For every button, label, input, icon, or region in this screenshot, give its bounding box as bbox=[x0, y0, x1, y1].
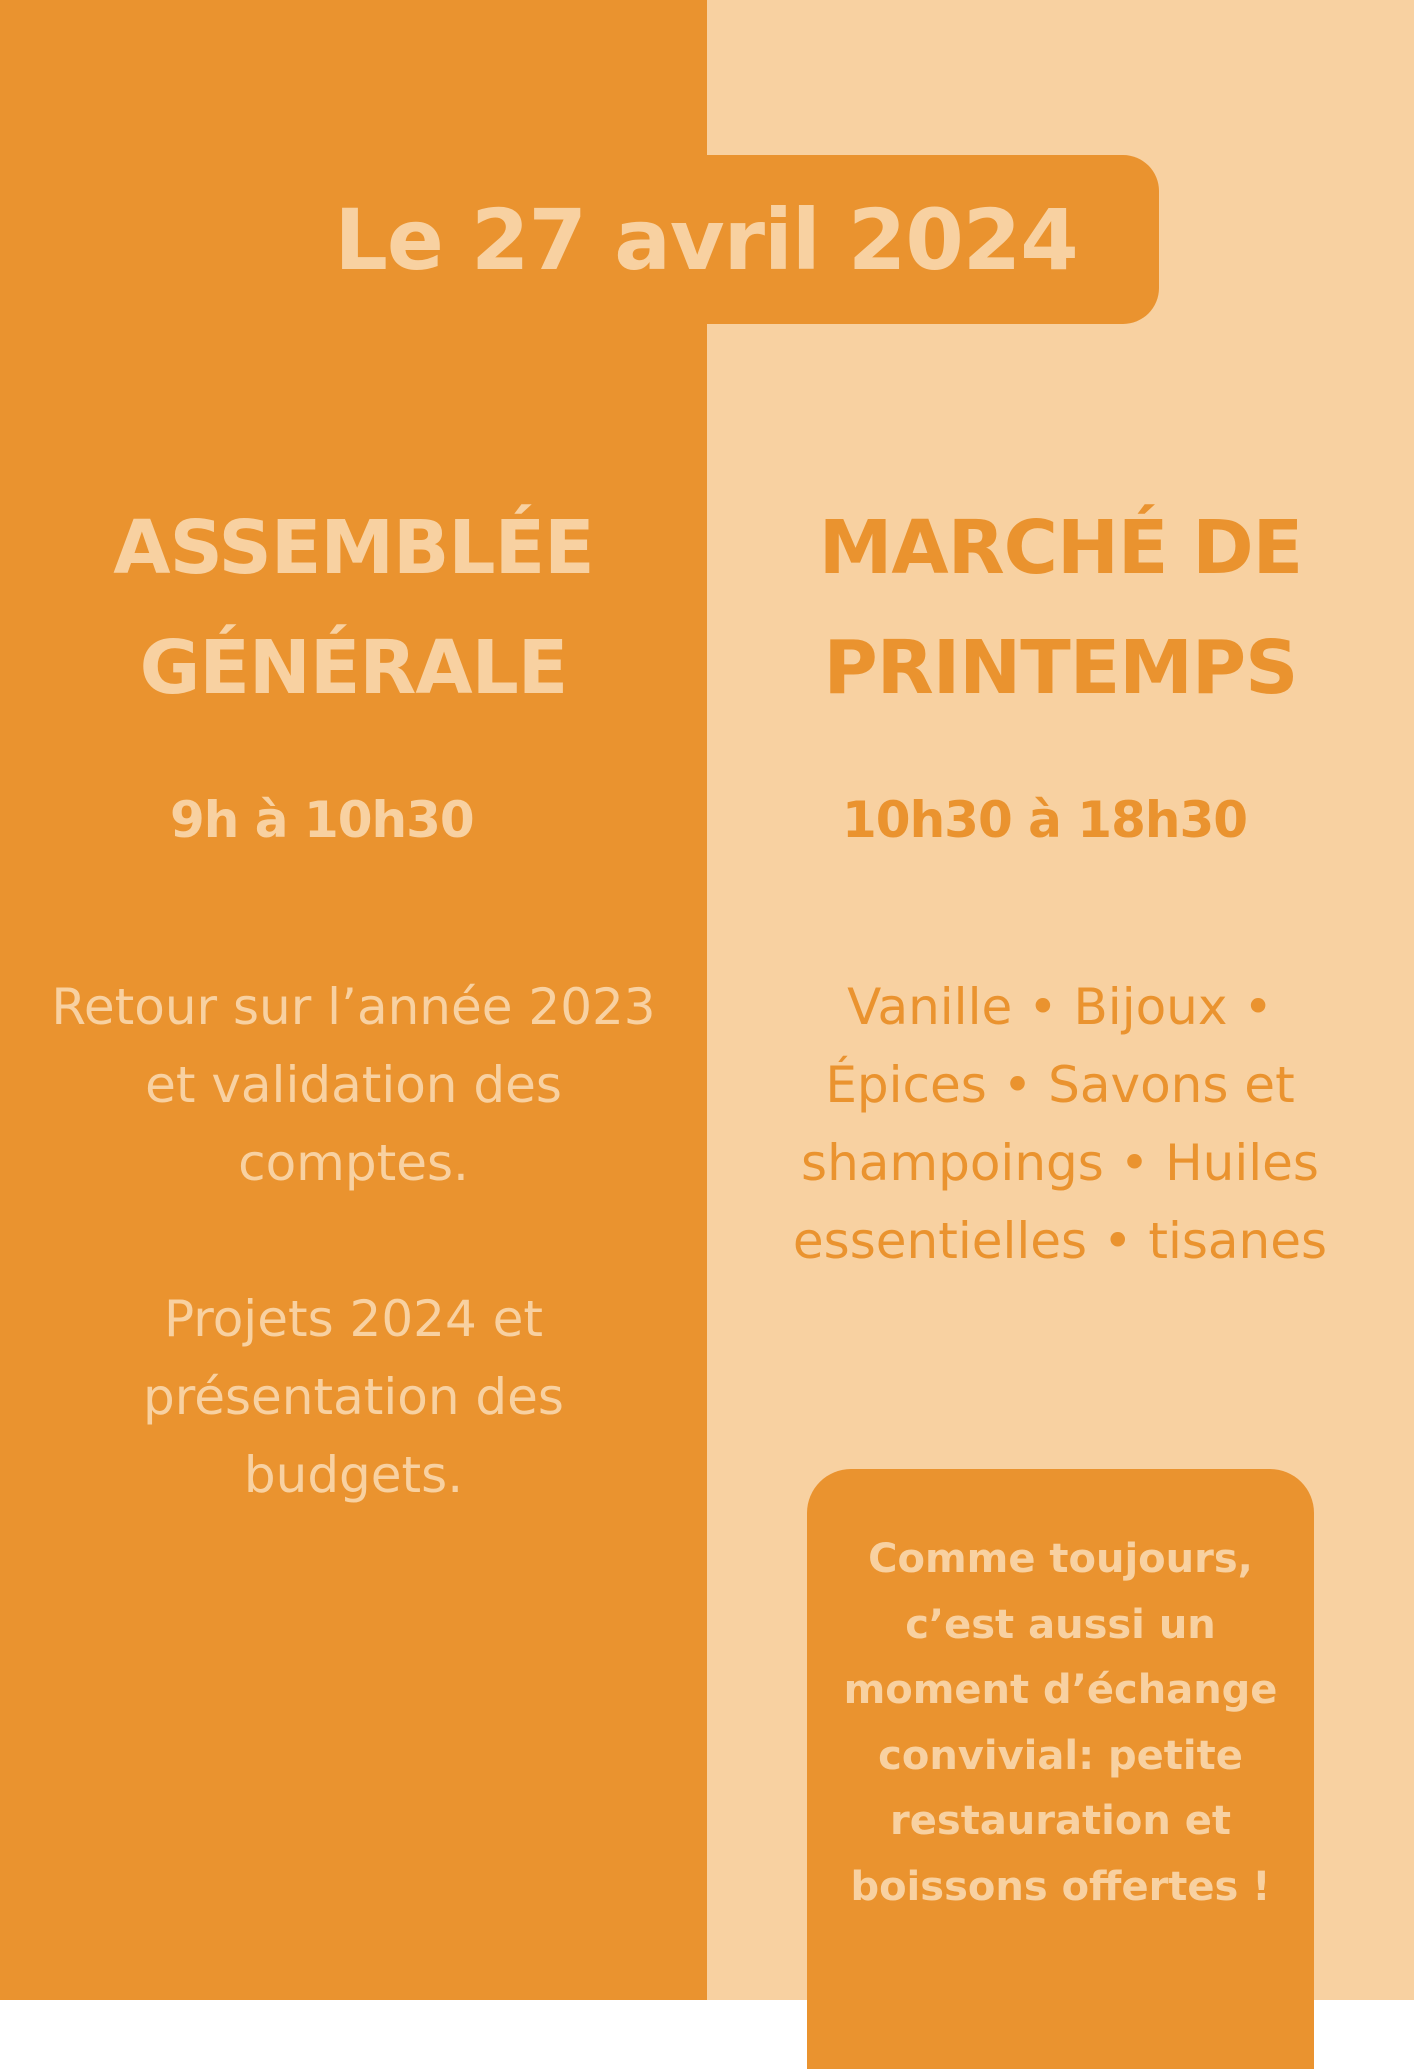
assembly-title-line-2: GÉNÉRALE bbox=[139, 625, 568, 711]
market-title-line-2: PRINTEMPS bbox=[823, 625, 1298, 711]
info-callout-line: c’est aussi un bbox=[905, 1601, 1216, 1648]
info-callout-text bbox=[817, 1527, 1304, 1920]
info-callout-line: boissons offertes ! bbox=[850, 1863, 1271, 1910]
info-callout-line: Comme toujours, bbox=[868, 1536, 1253, 1582]
event-date: Le 27 avril 2024 bbox=[334, 191, 1078, 289]
info-callout-line: convivial: petite bbox=[878, 1732, 1243, 1779]
market-products-list: Vanille • Bijoux • Épices • Savons et shampoings • Huiles essentielles • tisanes bbox=[792, 978, 1328, 1270]
info-callout-line: restauration et bbox=[890, 1798, 1231, 1844]
market-title-line-1: MARCHÉ DE bbox=[818, 505, 1303, 591]
market-time: 10h30 à 18h30 bbox=[842, 791, 1248, 849]
assembly-title bbox=[40, 488, 667, 728]
assembly-title-line-1: ASSEMBLÉE bbox=[113, 505, 594, 591]
assembly-description-projects: Projets 2024 et présentation des budgets. bbox=[143, 1290, 564, 1504]
assembly-description-review: Retour sur l’année 2023 et validation des comptes. bbox=[51, 978, 656, 1192]
info-callout-line: moment d’échange bbox=[843, 1667, 1278, 1713]
assembly-time: 9h à 10h30 bbox=[170, 791, 474, 849]
market-title bbox=[747, 488, 1374, 728]
